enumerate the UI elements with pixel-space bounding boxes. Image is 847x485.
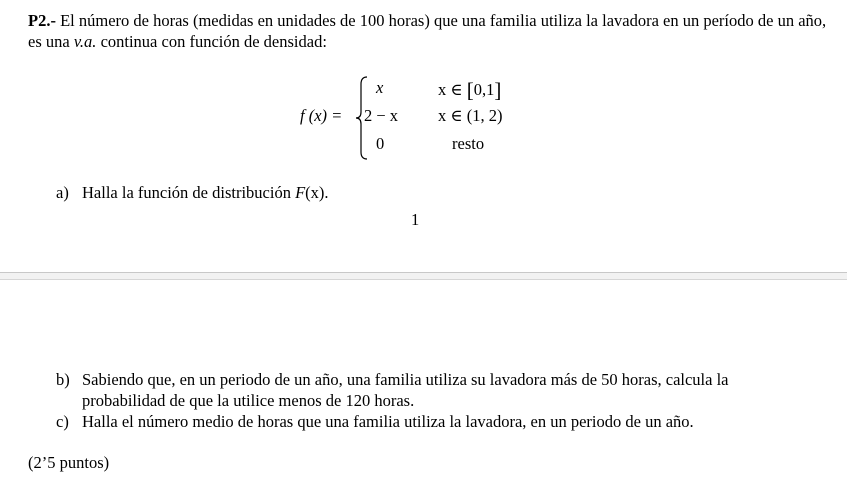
case-2-domain: x ∈ (1, 2) [438, 106, 503, 125]
case-1-open-bracket: [ [466, 78, 474, 102]
question-c [56, 411, 816, 432]
case-1-domain [438, 78, 501, 103]
case-1-domain-prefix: x ∈ [438, 80, 467, 99]
case-1-expression: x [376, 78, 384, 97]
question-a-text-main: Halla la función de distribución [82, 183, 296, 202]
intro-va: v.a. [73, 32, 97, 51]
case-1-close-bracket: ] [494, 78, 502, 102]
intro-text-1: El número de horas (medidas en unidades de 100 horas) que una familia utiliza la lavadora en un período de un año, es una [28, 11, 827, 51]
case-1-interval: 0,1 [473, 80, 495, 99]
case-3-expression: 0 [376, 134, 385, 153]
case-2-expression: 2 − x [364, 106, 399, 125]
question-a-text-end: (x). [305, 183, 329, 202]
page-number: 1 [411, 210, 420, 229]
page-separator [0, 272, 847, 280]
question-b-label: b) [56, 370, 70, 389]
question-a-function: F [295, 183, 306, 202]
question-a-text [82, 182, 816, 203]
question-a [56, 182, 816, 203]
density-formula [300, 72, 560, 162]
intro-text-2: continua con función de densidad: [96, 32, 327, 51]
problem-number: P2.- [28, 11, 56, 30]
points-note: (2’5 puntos) [28, 453, 110, 472]
formula-lhs: f (x) = [300, 106, 343, 125]
question-b [56, 369, 816, 411]
question-b-text: Sabiendo que, en un periodo de un año, una familia utiliza su lavadora más de 50 horas, calcula la probabilidad de que la utilice menos de 120 horas. [82, 370, 729, 410]
case-3-domain: resto [452, 134, 485, 153]
question-c-label: c) [56, 412, 69, 431]
question-a-label: a) [56, 183, 69, 202]
question-c-text: Halla el número medio de horas que una familia utiliza la lavadora, en un periodo de un año. [82, 412, 694, 431]
problem-statement [28, 10, 828, 52]
